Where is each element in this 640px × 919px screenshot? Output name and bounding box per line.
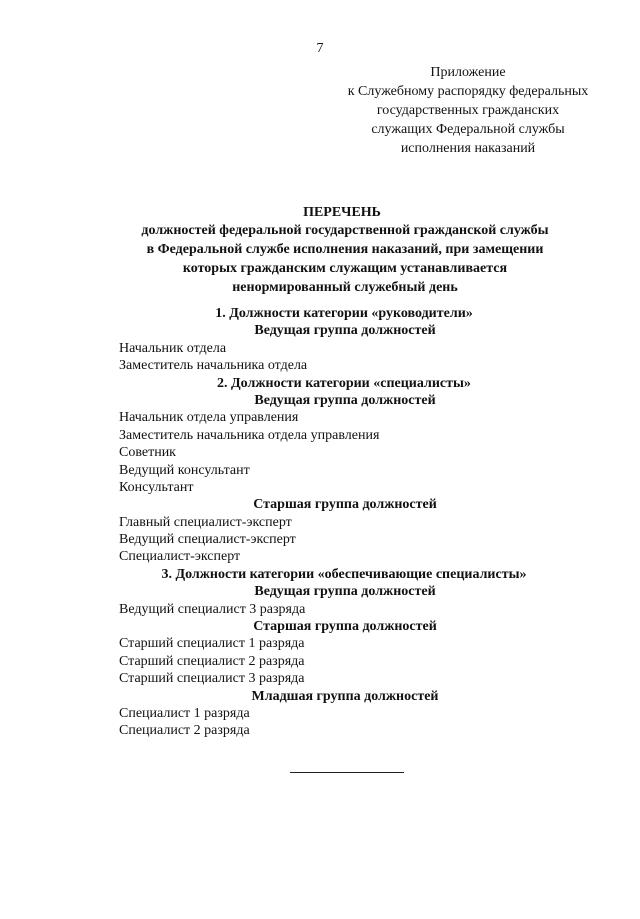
- positions-list: [0, 305, 640, 740]
- closing-divider: [290, 772, 404, 773]
- subtitle-line: ненормированный служебный день: [232, 280, 458, 295]
- group-heading: Ведущая группа должностей: [254, 323, 436, 339]
- group-heading: Младшая группа должностей: [251, 688, 439, 704]
- list-item: Начальник отдела управления: [119, 410, 299, 426]
- section-heading: 3. Должности категории «обеспечивающие специалисты»: [161, 566, 527, 582]
- group-heading: Ведущая группа должностей: [254, 584, 436, 600]
- appendix-line: Приложение: [430, 65, 506, 80]
- page-number: 7: [316, 41, 324, 56]
- group-heading: Старшая группа должностей: [253, 619, 437, 635]
- list-item: Специалист-эксперт: [119, 549, 241, 565]
- list-item: Начальник отдела: [119, 340, 227, 356]
- list-item: Старший специалист 1 разряда: [119, 636, 305, 652]
- group-heading: Старшая группа должностей: [253, 497, 437, 513]
- appendix-line: служащих Федеральной службы: [371, 122, 565, 137]
- section-heading: 1. Должности категории «руководители»: [215, 306, 473, 321]
- subtitle-line: в Федеральной службе исполнения наказаний, при замещении: [146, 242, 544, 257]
- list-item: Специалист 1 разряда: [119, 705, 250, 721]
- section-heading: 2. Должности категории «специалисты»: [217, 375, 471, 391]
- appendix-note: [318, 63, 618, 158]
- list-item: Заместитель начальника отдела управления: [119, 427, 380, 443]
- list-item: Консультант: [119, 479, 194, 495]
- subtitle-line: должностей федеральной государственной гражданской службы: [141, 223, 549, 238]
- list-item: Ведущий специалист 3 разряда: [119, 601, 306, 617]
- document-subtitle: [80, 221, 610, 297]
- list-item: Старший специалист 2 разряда: [119, 653, 305, 669]
- appendix-line: к Служебному распорядку федеральных: [347, 84, 589, 99]
- appendix-line: государственных гражданских: [376, 103, 560, 118]
- list-item: Заместитель начальника отдела: [119, 358, 308, 374]
- list-item: Старший специалист 3 разряда: [119, 671, 305, 687]
- list-item: Советник: [119, 445, 176, 461]
- group-heading: Ведущая группа должностей: [254, 392, 436, 408]
- document-title: ПЕРЕЧЕНЬ: [303, 205, 381, 220]
- appendix-line: исполнения наказаний: [400, 141, 536, 156]
- subtitle-line: которых гражданским служащим устанавливается: [182, 261, 508, 276]
- list-item: Специалист 2 разряда: [119, 723, 250, 739]
- list-item: Главный специалист-эксперт: [119, 514, 292, 530]
- list-item: Ведущий консультант: [119, 462, 250, 478]
- list-item: Ведущий специалист-эксперт: [119, 532, 296, 548]
